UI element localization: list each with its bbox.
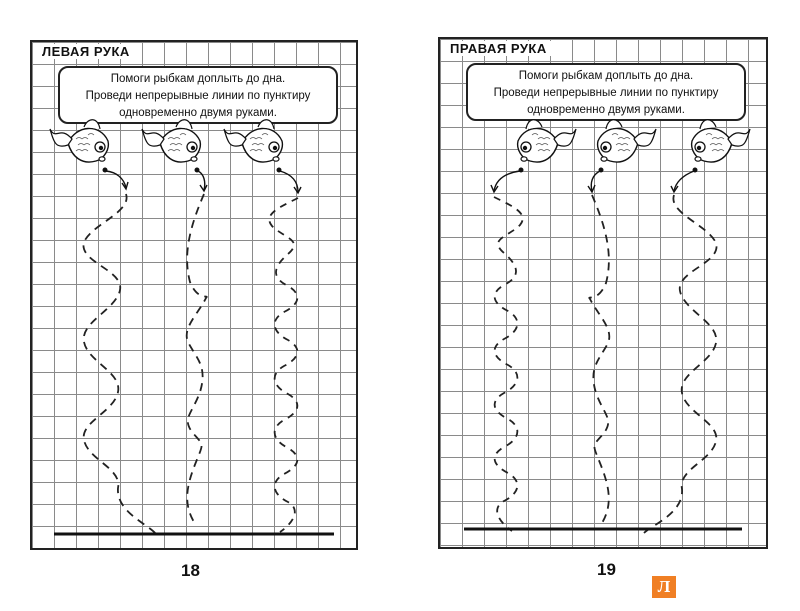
page-heading: ЛЕВАЯ РУКА xyxy=(38,44,134,59)
right-page xyxy=(438,37,768,549)
tracing-area xyxy=(440,39,770,551)
fish-icon xyxy=(692,120,750,162)
instruction-line: одновременно двумя руками. xyxy=(527,104,685,116)
page-number: 18 xyxy=(181,561,200,580)
publisher-logo: Л xyxy=(652,576,676,598)
tracing-area xyxy=(32,42,360,552)
dashed-path xyxy=(83,194,156,534)
fish-icon xyxy=(142,120,200,162)
arrow-icon xyxy=(494,171,520,191)
dashed-path xyxy=(494,197,523,531)
fish-icon xyxy=(598,120,656,162)
instruction-line: одновременно двумя руками. xyxy=(119,107,277,119)
instruction-line: Проведи непрерывные линии по пунктиру xyxy=(85,90,311,102)
dashed-path xyxy=(644,195,717,533)
fish-icon xyxy=(518,120,576,162)
left-page xyxy=(30,40,358,550)
dashed-path xyxy=(187,194,207,522)
page-heading: ПРАВАЯ РУКА xyxy=(446,41,551,56)
dashed-path xyxy=(589,195,609,523)
fish-icon xyxy=(224,120,282,162)
dashed-path xyxy=(269,198,298,532)
page-number: 19 xyxy=(597,560,616,579)
instruction-line: Помоги рыбкам доплыть до дна. xyxy=(110,73,286,85)
instruction-line: Помоги рыбкам доплыть до дна. xyxy=(518,70,694,82)
instruction-line: Проведи непрерывные линии по пунктиру xyxy=(493,87,719,99)
fish-icon xyxy=(50,120,108,162)
arrow-icon xyxy=(591,171,600,191)
